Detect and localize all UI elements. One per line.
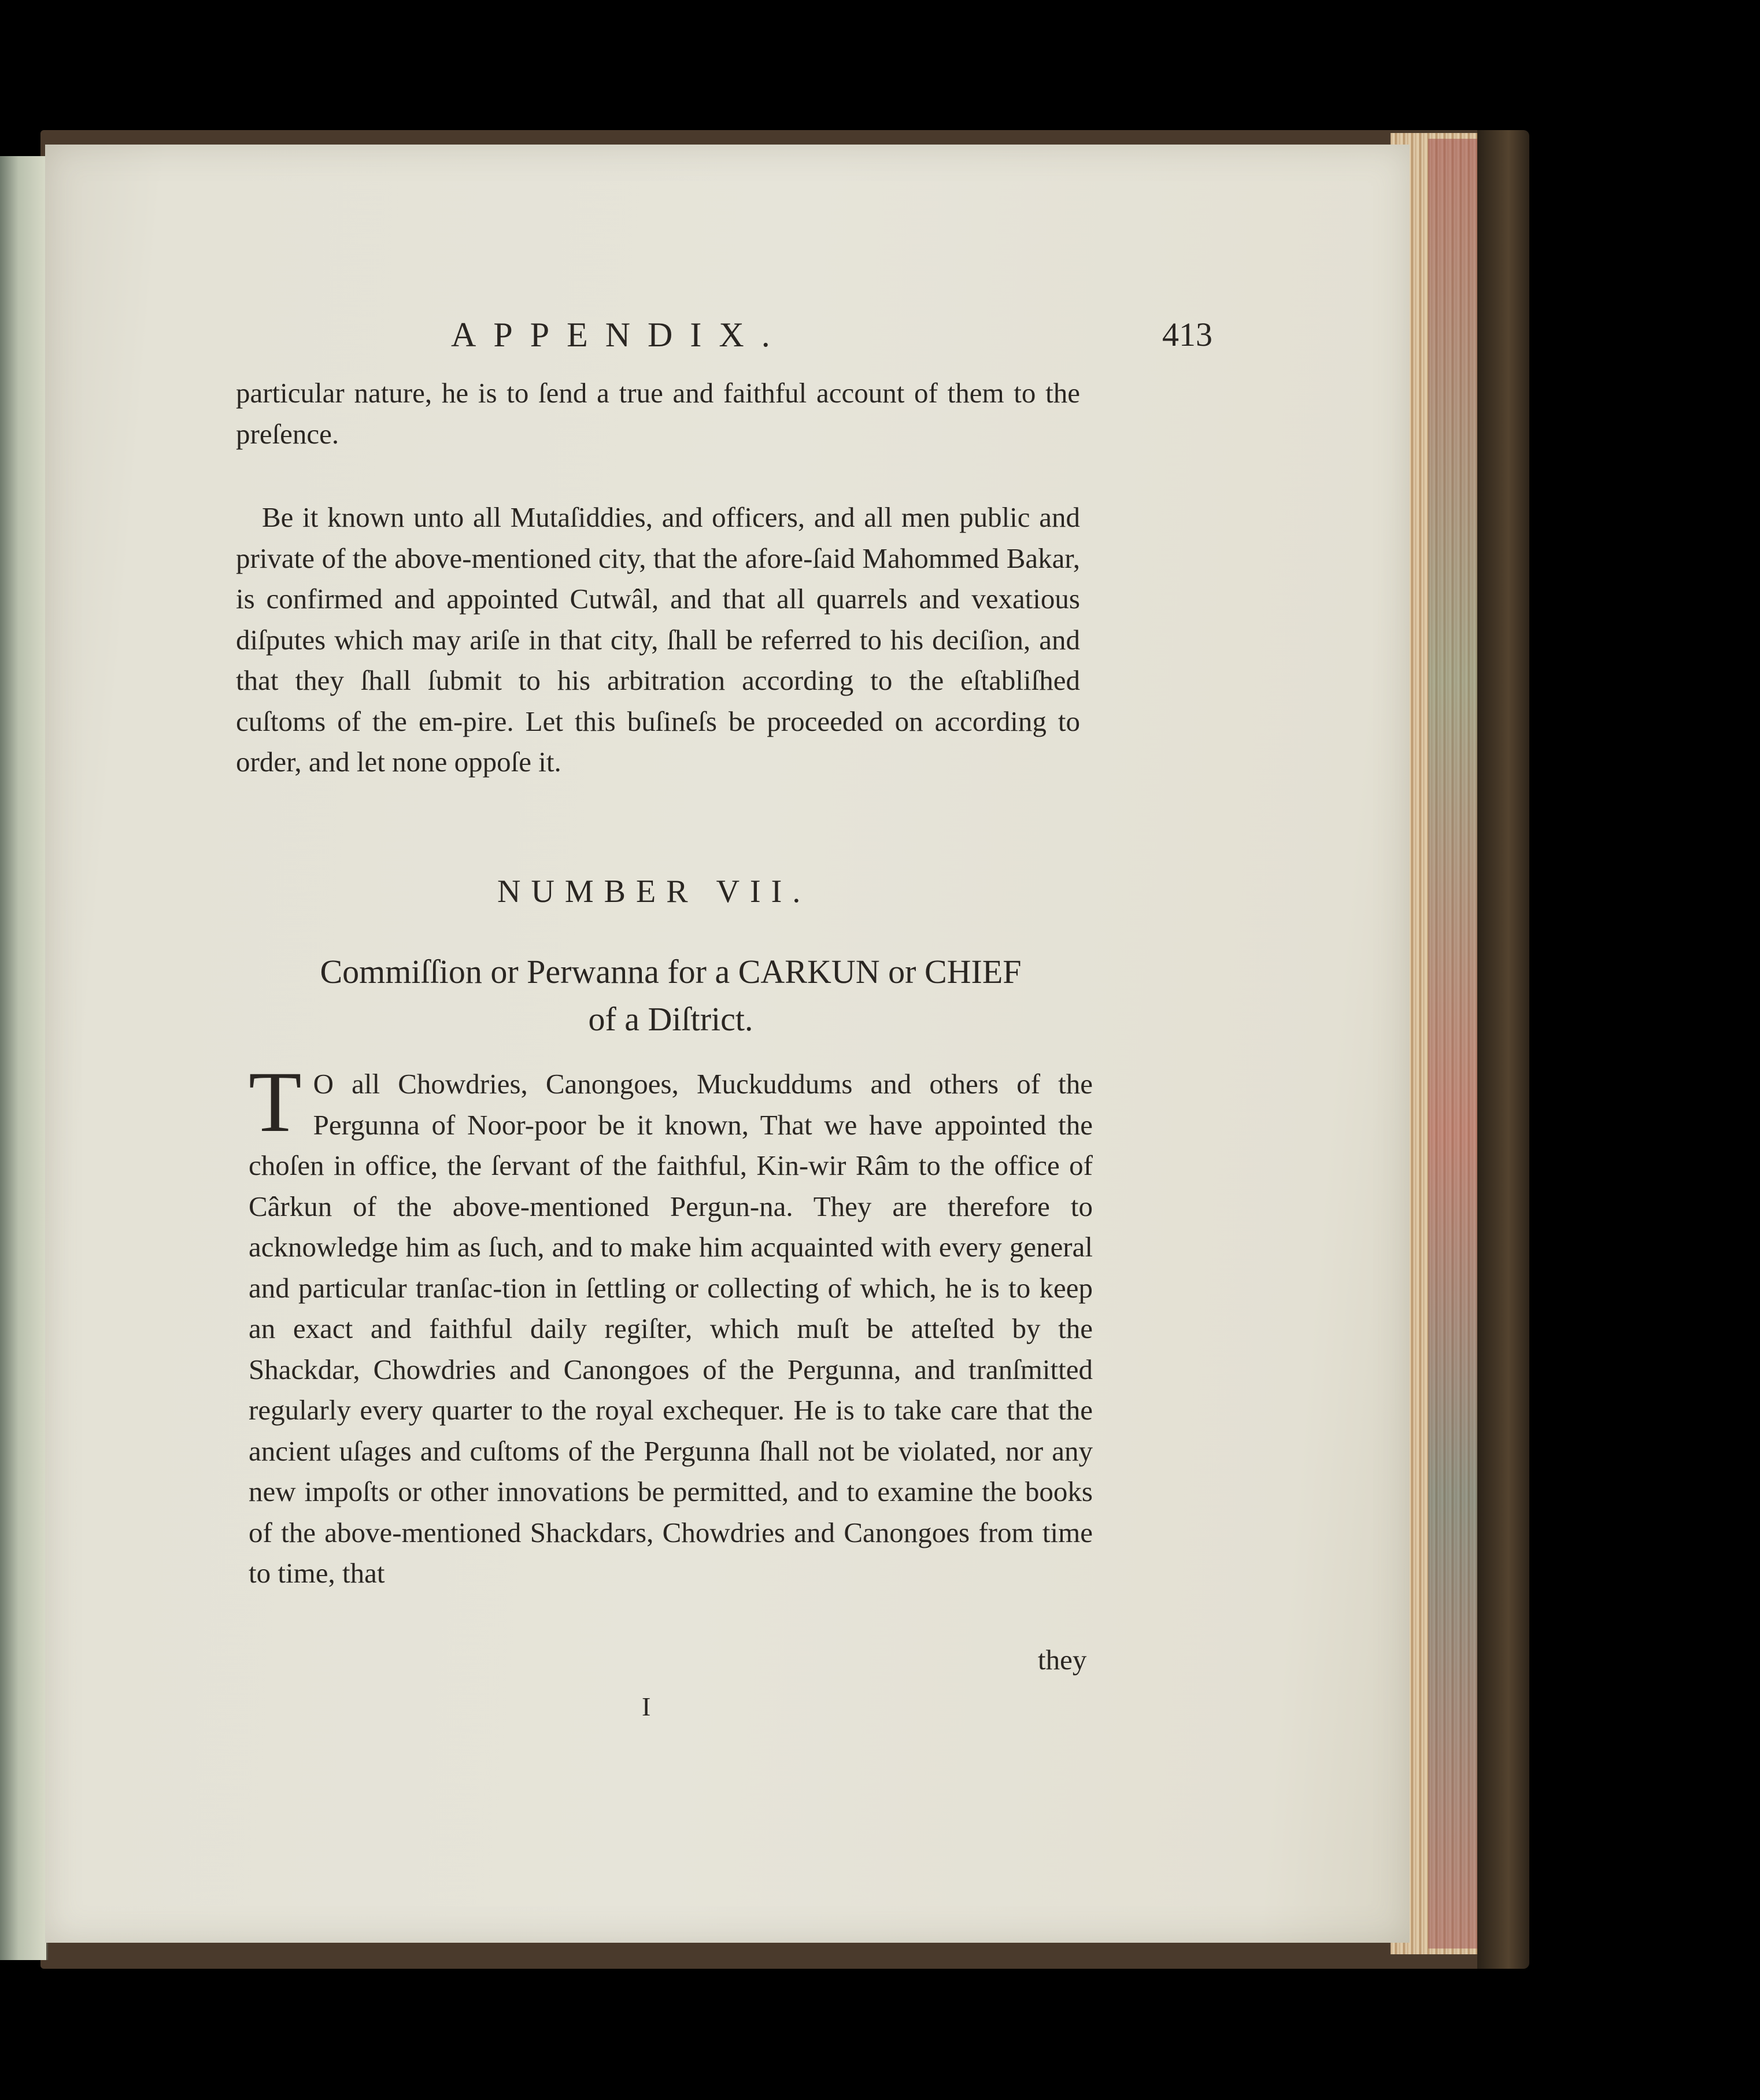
catchword: they — [1038, 1644, 1087, 1676]
paragraph-appointment — [236, 497, 1080, 783]
commission-title-line-1: Commiſſion or Perwanna for a CARKUN or CHIEF — [320, 953, 1022, 990]
commission-title-line-2: of a Diſtrict. — [588, 1000, 753, 1038]
marbled-edge — [1428, 139, 1480, 1949]
running-head: APPENDIX. — [451, 316, 787, 354]
paragraph-continuation: particular nature, he is to ſend a true and faithful account of them to the preſence. — [236, 377, 1080, 450]
facing-page-edge — [0, 156, 48, 1960]
signature-mark: I — [642, 1692, 651, 1721]
back-board — [1477, 130, 1529, 1969]
commission-title — [243, 948, 1099, 1043]
section-number-heading: NUMBER VII. — [497, 874, 811, 909]
page-number: 413 — [1162, 316, 1212, 353]
paragraph-commission — [249, 1054, 1093, 1594]
drop-cap: T — [249, 1054, 302, 1150]
paragraph-appointment-text: Be it known unto all Mutaſiddies, and officers, and all men public and private of the above-mentioned city, that the afore-ſaid Mahommed Bakar, is confirmed and appointed Cutwâl, and that all quarrels and vexatious diſputes which may ariſe in that city, ſhall be referred to his deciſion, and that they ſhall ſubmit to his arbitration according to the eſtabliſhed cuſtoms of the em-pire. Let this buſineſs be proceeded on according to order, and let none oppoſe it. — [236, 501, 1080, 778]
paragraph-commission-text: O all Chowdries, Canongoes, Muckuddums and others of the Pergunna of Noor-poor be it known, That we have appointed the choſen in office, the ſervant of the faithful, Kin-wir Râm to the office of Cârkun of the above-mentioned Pergun-na. They are therefore to acknowledge him as ſuch, and to make him acquainted with every general and particular tranſac-tion in ſettling or collecting of which, he is to keep an exact and faithful daily regiſter, which muſt be atteſted by the Shackdar, Chowdries and Canongoes of the Pergunna, and tranſmitted regularly every quarter to the royal exchequer. He is to take care that the ancient uſages and cuſtoms of the Pergunna ſhall not be violated, nor any new impoſts or other innovations be permitted, and to examine the books of the above-mentioned Shackdars, Chowdries and Canongoes from time to time, that — [249, 1068, 1093, 1589]
